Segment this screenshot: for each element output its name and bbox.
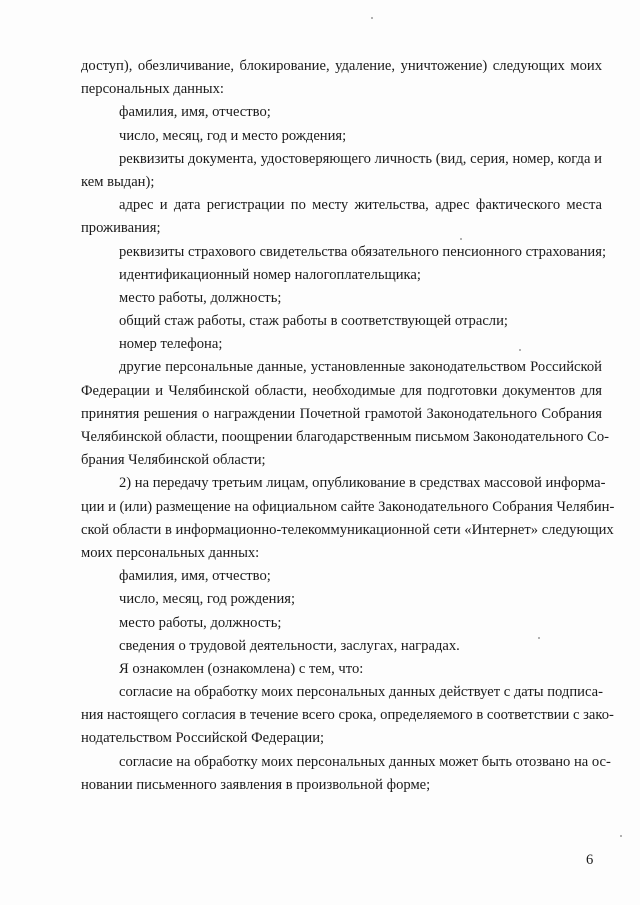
- scan-speck: [538, 637, 540, 639]
- list-item: место работы, должность;: [119, 289, 282, 306]
- paragraph-line: ции и (или) размещение на официальном сайте Законодательного Собрания Челябин-: [81, 498, 615, 515]
- list-item: номер телефона;: [119, 336, 223, 353]
- paragraph-line: брания Челябинской области;: [81, 452, 266, 469]
- paragraph-line: Я ознакомлен (ознакомлена) с тем, что:: [119, 660, 364, 677]
- list-item: число, месяц, год и место рождения;: [119, 127, 347, 144]
- paragraph-line: Федерации и Челябинской области, необходимые для подготовки документов для: [81, 382, 602, 399]
- list-item: фамилия, имя, отчество;: [119, 104, 271, 121]
- paragraph-line: 2) на передачу третьим лицам, опубликование в средствах массовой информа-: [119, 475, 606, 492]
- paragraph-line: ской области в информационно-телекоммуникационной сети «Интернет» следующих: [81, 521, 614, 538]
- list-item: место работы, должность;: [119, 614, 282, 631]
- list-item: реквизиты документа, удостоверяющего личность (вид, серия, номер, когда и: [119, 150, 602, 167]
- paragraph-line: новании письменного заявления в произвольной форме;: [81, 776, 431, 793]
- paragraph-line: ния настоящего согласия в течение всего срока, определяемого в соответствии с зако-: [81, 707, 614, 724]
- text-line: персональных данных:: [81, 81, 224, 98]
- paragraph-line: согласие на обработку моих персональных данных действует с даты подписа-: [119, 684, 603, 701]
- list-item: общий стаж работы, стаж работы в соответствующей отрасли;: [119, 313, 508, 330]
- scan-speck: [519, 349, 521, 351]
- paragraph-line: принятия решения о награждении Почетной грамотой Законодательного Собрания: [81, 405, 602, 422]
- paragraph-line: Челябинской области, поощрении благодарственным письмом Законодательного Со-: [81, 429, 610, 445]
- paragraph-line: нодательством Российской Федерации;: [81, 730, 325, 747]
- list-item: адрес и дата регистрации по месту жительства, адрес фактического места: [119, 197, 602, 214]
- list-item: реквизиты страхового свидетельства обязательного пенсионного страхования;: [119, 243, 607, 260]
- scan-speck: [620, 835, 622, 837]
- scan-speck: [371, 17, 373, 19]
- paragraph-line: другие персональные данные, установленные законодательством Российской: [119, 359, 602, 376]
- paragraph-line: согласие на обработку моих персональных данных может быть отозвано на ос-: [119, 753, 611, 770]
- scan-speck: [460, 238, 462, 240]
- page-number: 6: [586, 852, 594, 868]
- text-line: доступ), обезличивание, блокирование, удаление, уничтожение) следующих моих: [81, 58, 602, 74]
- text-line: проживания;: [81, 220, 161, 237]
- list-item: число, месяц, год рождения;: [119, 591, 296, 608]
- paragraph-line: моих персональных данных:: [81, 544, 260, 561]
- list-item: идентификационный номер налогоплательщика;: [119, 266, 421, 283]
- list-item: сведения о трудовой деятельности, заслугах, наградах.: [119, 637, 460, 654]
- document-body: [81, 55, 615, 797]
- list-item: фамилия, имя, отчество;: [119, 568, 271, 585]
- text-line: кем выдан);: [81, 173, 155, 190]
